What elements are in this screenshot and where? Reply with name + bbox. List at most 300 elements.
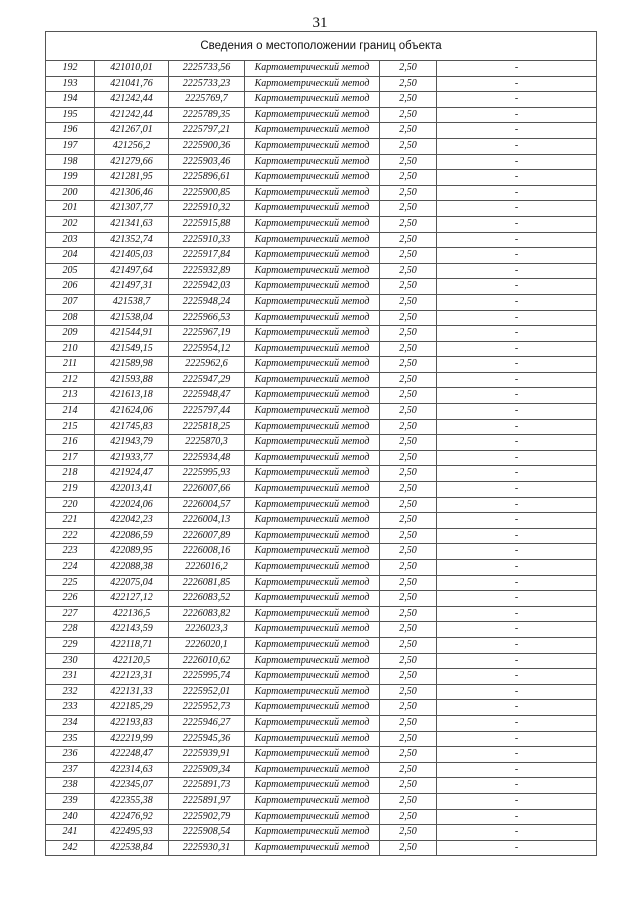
x-coordinate-cell: 422136,5 — [95, 606, 169, 622]
description-cell: - — [437, 404, 597, 420]
y-coordinate-cell: 2225934,48 — [169, 450, 245, 466]
description-cell: - — [437, 232, 597, 248]
x-coordinate-cell: 421279,66 — [95, 154, 169, 170]
accuracy-cell: 2,50 — [380, 216, 437, 232]
table-row — [46, 809, 597, 825]
point-number-cell: 211 — [46, 357, 95, 373]
accuracy-cell: 2,50 — [380, 747, 437, 763]
point-number-cell: 202 — [46, 216, 95, 232]
page-number: 31 — [312, 15, 328, 31]
accuracy-cell: 2,50 — [380, 513, 437, 529]
description-cell: - — [437, 700, 597, 716]
method-cell: Картометрический метод — [245, 466, 380, 482]
accuracy-cell: 2,50 — [380, 123, 437, 139]
table-row — [46, 388, 597, 404]
method-cell: Картометрический метод — [245, 388, 380, 404]
method-cell: Картометрический метод — [245, 92, 380, 108]
accuracy-cell: 2,50 — [380, 840, 437, 856]
table-row — [46, 404, 597, 420]
table-row — [46, 372, 597, 388]
description-cell: - — [437, 825, 597, 841]
method-cell: Картометрический метод — [245, 123, 380, 139]
point-number-cell: 219 — [46, 482, 95, 498]
y-coordinate-cell: 2225797,21 — [169, 123, 245, 139]
x-coordinate-cell: 421256,2 — [95, 138, 169, 154]
table-row — [46, 216, 597, 232]
table-row — [46, 606, 597, 622]
table-row — [46, 778, 597, 794]
description-cell: - — [437, 92, 597, 108]
point-number-cell: 208 — [46, 310, 95, 326]
y-coordinate-cell: 2226010,62 — [169, 653, 245, 669]
method-cell: Картометрический метод — [245, 606, 380, 622]
description-cell: - — [437, 669, 597, 685]
accuracy-cell: 2,50 — [380, 294, 437, 310]
method-cell: Картометрический метод — [245, 138, 380, 154]
y-coordinate-cell: 2225952,01 — [169, 684, 245, 700]
description-cell: - — [437, 279, 597, 295]
accuracy-cell: 2,50 — [380, 404, 437, 420]
x-coordinate-cell: 422314,63 — [95, 762, 169, 778]
point-number-cell: 214 — [46, 404, 95, 420]
x-coordinate-cell: 421538,7 — [95, 294, 169, 310]
point-number-cell: 239 — [46, 793, 95, 809]
method-cell: Картометрический метод — [245, 326, 380, 342]
y-coordinate-cell: 2225870,3 — [169, 435, 245, 451]
accuracy-cell: 2,50 — [380, 326, 437, 342]
x-coordinate-cell: 422123,31 — [95, 669, 169, 685]
method-cell: Картометрический метод — [245, 560, 380, 576]
x-coordinate-cell: 421497,64 — [95, 263, 169, 279]
table-row — [46, 482, 597, 498]
table-row — [46, 138, 597, 154]
table-row — [46, 232, 597, 248]
description-cell: - — [437, 435, 597, 451]
y-coordinate-cell: 2226081,85 — [169, 575, 245, 591]
table-row — [46, 450, 597, 466]
table-row — [46, 731, 597, 747]
y-coordinate-cell: 2226020,1 — [169, 637, 245, 653]
table-row — [46, 528, 597, 544]
table-row — [46, 419, 597, 435]
method-cell: Картометрический метод — [245, 435, 380, 451]
table-title-row — [46, 32, 597, 61]
table-row — [46, 684, 597, 700]
y-coordinate-cell: 2225942,03 — [169, 279, 245, 295]
accuracy-cell: 2,50 — [380, 279, 437, 295]
description-cell: - — [437, 513, 597, 529]
y-coordinate-cell: 2226004,57 — [169, 497, 245, 513]
x-coordinate-cell: 422495,93 — [95, 825, 169, 841]
y-coordinate-cell: 2225910,33 — [169, 232, 245, 248]
point-number-cell: 235 — [46, 731, 95, 747]
accuracy-cell: 2,50 — [380, 419, 437, 435]
accuracy-cell: 2,50 — [380, 185, 437, 201]
table-row — [46, 825, 597, 841]
x-coordinate-cell: 422185,29 — [95, 700, 169, 716]
y-coordinate-cell: 2225891,73 — [169, 778, 245, 794]
x-coordinate-cell: 421943,79 — [95, 435, 169, 451]
x-coordinate-cell: 421549,15 — [95, 341, 169, 357]
y-coordinate-cell: 2225995,93 — [169, 466, 245, 482]
description-cell: - — [437, 482, 597, 498]
x-coordinate-cell: 422476,92 — [95, 809, 169, 825]
point-number-cell: 221 — [46, 513, 95, 529]
point-number-cell: 193 — [46, 76, 95, 92]
method-cell: Картометрический метод — [245, 684, 380, 700]
description-cell: - — [437, 591, 597, 607]
description-cell: - — [437, 778, 597, 794]
point-number-cell: 220 — [46, 497, 95, 513]
method-cell: Картометрический метод — [245, 840, 380, 856]
description-cell: - — [437, 216, 597, 232]
x-coordinate-cell: 421405,03 — [95, 248, 169, 264]
accuracy-cell: 2,50 — [380, 435, 437, 451]
x-coordinate-cell: 422086,59 — [95, 528, 169, 544]
method-cell: Картометрический метод — [245, 544, 380, 560]
description-cell: - — [437, 684, 597, 700]
y-coordinate-cell: 2225733,23 — [169, 76, 245, 92]
table-row — [46, 637, 597, 653]
accuracy-cell: 2,50 — [380, 232, 437, 248]
y-coordinate-cell: 2225903,46 — [169, 154, 245, 170]
y-coordinate-cell: 2226007,89 — [169, 528, 245, 544]
accuracy-cell: 2,50 — [380, 92, 437, 108]
method-cell: Картометрический метод — [245, 232, 380, 248]
accuracy-cell: 2,50 — [380, 248, 437, 264]
point-number-cell: 195 — [46, 107, 95, 123]
y-coordinate-cell: 2225995,74 — [169, 669, 245, 685]
point-number-cell: 222 — [46, 528, 95, 544]
accuracy-cell: 2,50 — [380, 606, 437, 622]
x-coordinate-cell: 422120,5 — [95, 653, 169, 669]
accuracy-cell: 2,50 — [380, 528, 437, 544]
table-row — [46, 310, 597, 326]
description-cell: - — [437, 76, 597, 92]
point-number-cell: 206 — [46, 279, 95, 295]
point-number-cell: 196 — [46, 123, 95, 139]
x-coordinate-cell: 421242,44 — [95, 107, 169, 123]
x-coordinate-cell: 421544,91 — [95, 326, 169, 342]
x-coordinate-cell: 421589,98 — [95, 357, 169, 373]
accuracy-cell: 2,50 — [380, 778, 437, 794]
accuracy-cell: 2,50 — [380, 731, 437, 747]
x-coordinate-cell: 421624,06 — [95, 404, 169, 420]
table-row — [46, 61, 597, 77]
y-coordinate-cell: 2226083,82 — [169, 606, 245, 622]
method-cell: Картометрический метод — [245, 185, 380, 201]
method-cell: Картометрический метод — [245, 263, 380, 279]
description-cell: - — [437, 762, 597, 778]
table-row — [46, 762, 597, 778]
boundary-coordinates-table — [45, 31, 597, 856]
x-coordinate-cell: 422042,23 — [95, 513, 169, 529]
point-number-cell: 231 — [46, 669, 95, 685]
x-coordinate-cell: 421613,18 — [95, 388, 169, 404]
accuracy-cell: 2,50 — [380, 591, 437, 607]
y-coordinate-cell: 2225896,61 — [169, 170, 245, 186]
description-cell: - — [437, 715, 597, 731]
y-coordinate-cell: 2226023,3 — [169, 622, 245, 638]
description-cell: - — [437, 154, 597, 170]
description-cell: - — [437, 747, 597, 763]
description-cell: - — [437, 341, 597, 357]
description-cell: - — [437, 372, 597, 388]
y-coordinate-cell: 2226016,2 — [169, 560, 245, 576]
accuracy-cell: 2,50 — [380, 715, 437, 731]
description-cell: - — [437, 840, 597, 856]
point-number-cell: 225 — [46, 575, 95, 591]
y-coordinate-cell: 2225947,29 — [169, 372, 245, 388]
description-cell: - — [437, 138, 597, 154]
method-cell: Картометрический метод — [245, 575, 380, 591]
y-coordinate-cell: 2226007,66 — [169, 482, 245, 498]
point-number-cell: 238 — [46, 778, 95, 794]
table-row — [46, 279, 597, 295]
method-cell: Картометрический метод — [245, 216, 380, 232]
table-row — [46, 622, 597, 638]
point-number-cell: 209 — [46, 326, 95, 342]
x-coordinate-cell: 421745,83 — [95, 419, 169, 435]
point-number-cell: 212 — [46, 372, 95, 388]
method-cell: Картометрический метод — [245, 341, 380, 357]
accuracy-cell: 2,50 — [380, 653, 437, 669]
x-coordinate-cell: 422248,47 — [95, 747, 169, 763]
point-number-cell: 242 — [46, 840, 95, 856]
y-coordinate-cell: 2225962,6 — [169, 357, 245, 373]
table-row — [46, 92, 597, 108]
point-number-cell: 216 — [46, 435, 95, 451]
method-cell: Картометрический метод — [245, 653, 380, 669]
accuracy-cell: 2,50 — [380, 622, 437, 638]
x-coordinate-cell: 421341,63 — [95, 216, 169, 232]
method-cell: Картометрический метод — [245, 778, 380, 794]
description-cell: - — [437, 170, 597, 186]
table-row — [46, 513, 597, 529]
table-row — [46, 715, 597, 731]
table-row — [46, 840, 597, 856]
accuracy-cell: 2,50 — [380, 560, 437, 576]
method-cell: Картометрический метод — [245, 700, 380, 716]
description-cell: - — [437, 528, 597, 544]
x-coordinate-cell: 421267,01 — [95, 123, 169, 139]
x-coordinate-cell: 422538,84 — [95, 840, 169, 856]
method-cell: Картометрический метод — [245, 793, 380, 809]
method-cell: Картометрический метод — [245, 762, 380, 778]
accuracy-cell: 2,50 — [380, 544, 437, 560]
table-row — [46, 248, 597, 264]
x-coordinate-cell: 422345,07 — [95, 778, 169, 794]
description-cell: - — [437, 201, 597, 217]
description-cell: - — [437, 294, 597, 310]
point-number-cell: 210 — [46, 341, 95, 357]
method-cell: Картометрический метод — [245, 747, 380, 763]
method-cell: Картометрический метод — [245, 482, 380, 498]
table-row — [46, 185, 597, 201]
point-number-cell: 230 — [46, 653, 95, 669]
description-cell: - — [437, 575, 597, 591]
x-coordinate-cell: 421010,01 — [95, 61, 169, 77]
method-cell: Картометрический метод — [245, 528, 380, 544]
x-coordinate-cell: 422118,71 — [95, 637, 169, 653]
table-row — [46, 170, 597, 186]
table-row — [46, 653, 597, 669]
x-coordinate-cell: 421352,74 — [95, 232, 169, 248]
y-coordinate-cell: 2225797,44 — [169, 404, 245, 420]
description-cell: - — [437, 560, 597, 576]
x-coordinate-cell: 421933,77 — [95, 450, 169, 466]
point-number-cell: 198 — [46, 154, 95, 170]
accuracy-cell: 2,50 — [380, 263, 437, 279]
x-coordinate-cell: 421307,77 — [95, 201, 169, 217]
x-coordinate-cell: 421281,95 — [95, 170, 169, 186]
point-number-cell: 237 — [46, 762, 95, 778]
x-coordinate-cell: 421593,88 — [95, 372, 169, 388]
method-cell: Картометрический метод — [245, 622, 380, 638]
point-number-cell: 229 — [46, 637, 95, 653]
y-coordinate-cell: 2225948,47 — [169, 388, 245, 404]
accuracy-cell: 2,50 — [380, 466, 437, 482]
accuracy-cell: 2,50 — [380, 450, 437, 466]
table-row — [46, 435, 597, 451]
point-number-cell: 199 — [46, 170, 95, 186]
y-coordinate-cell: 2225917,84 — [169, 248, 245, 264]
table-row — [46, 700, 597, 716]
table-row — [46, 326, 597, 342]
point-number-cell: 226 — [46, 591, 95, 607]
point-number-cell: 227 — [46, 606, 95, 622]
accuracy-cell: 2,50 — [380, 809, 437, 825]
accuracy-cell: 2,50 — [380, 310, 437, 326]
y-coordinate-cell: 2225909,34 — [169, 762, 245, 778]
method-cell: Картометрический метод — [245, 357, 380, 373]
accuracy-cell: 2,50 — [380, 762, 437, 778]
method-cell: Картометрический метод — [245, 294, 380, 310]
accuracy-cell: 2,50 — [380, 107, 437, 123]
x-coordinate-cell: 422075,04 — [95, 575, 169, 591]
method-cell: Картометрический метод — [245, 170, 380, 186]
table-row — [46, 591, 597, 607]
y-coordinate-cell: 2225945,36 — [169, 731, 245, 747]
point-number-cell: 200 — [46, 185, 95, 201]
y-coordinate-cell: 2225891,97 — [169, 793, 245, 809]
description-cell: - — [437, 185, 597, 201]
y-coordinate-cell: 2225733,56 — [169, 61, 245, 77]
method-cell: Картометрический метод — [245, 497, 380, 513]
accuracy-cell: 2,50 — [380, 341, 437, 357]
x-coordinate-cell: 421924,47 — [95, 466, 169, 482]
description-cell: - — [437, 61, 597, 77]
y-coordinate-cell: 2225939,91 — [169, 747, 245, 763]
accuracy-cell: 2,50 — [380, 497, 437, 513]
description-cell: - — [437, 326, 597, 342]
point-number-cell: 236 — [46, 747, 95, 763]
method-cell: Картометрический метод — [245, 154, 380, 170]
table-row — [46, 123, 597, 139]
description-cell: - — [437, 388, 597, 404]
description-cell: - — [437, 653, 597, 669]
y-coordinate-cell: 2225930,31 — [169, 840, 245, 856]
accuracy-cell: 2,50 — [380, 482, 437, 498]
x-coordinate-cell: 421306,46 — [95, 185, 169, 201]
accuracy-cell: 2,50 — [380, 154, 437, 170]
method-cell: Картометрический метод — [245, 279, 380, 295]
y-coordinate-cell: 2225900,85 — [169, 185, 245, 201]
accuracy-cell: 2,50 — [380, 793, 437, 809]
method-cell: Картометрический метод — [245, 825, 380, 841]
description-cell: - — [437, 123, 597, 139]
y-coordinate-cell: 2225915,88 — [169, 216, 245, 232]
y-coordinate-cell: 2225932,89 — [169, 263, 245, 279]
method-cell: Картометрический метод — [245, 637, 380, 653]
point-number-cell: 234 — [46, 715, 95, 731]
point-number-cell: 233 — [46, 700, 95, 716]
table-row — [46, 669, 597, 685]
accuracy-cell: 2,50 — [380, 372, 437, 388]
y-coordinate-cell: 2225954,12 — [169, 341, 245, 357]
description-cell: - — [437, 622, 597, 638]
accuracy-cell: 2,50 — [380, 201, 437, 217]
point-number-cell: 197 — [46, 138, 95, 154]
method-cell: Картометрический метод — [245, 61, 380, 77]
x-coordinate-cell: 421041,76 — [95, 76, 169, 92]
x-coordinate-cell: 422013,41 — [95, 482, 169, 498]
x-coordinate-cell: 422088,38 — [95, 560, 169, 576]
x-coordinate-cell: 421538,04 — [95, 310, 169, 326]
point-number-cell: 232 — [46, 684, 95, 700]
accuracy-cell: 2,50 — [380, 669, 437, 685]
method-cell: Картометрический метод — [245, 731, 380, 747]
y-coordinate-cell: 2226083,52 — [169, 591, 245, 607]
y-coordinate-cell: 2225948,24 — [169, 294, 245, 310]
y-coordinate-cell: 2225967,19 — [169, 326, 245, 342]
method-cell: Картометрический метод — [245, 248, 380, 264]
description-cell: - — [437, 544, 597, 560]
method-cell: Картометрический метод — [245, 669, 380, 685]
method-cell: Картометрический метод — [245, 310, 380, 326]
point-number-cell: 228 — [46, 622, 95, 638]
table-row — [46, 747, 597, 763]
point-number-cell: 215 — [46, 419, 95, 435]
method-cell: Картометрический метод — [245, 201, 380, 217]
accuracy-cell: 2,50 — [380, 575, 437, 591]
y-coordinate-cell: 2225789,35 — [169, 107, 245, 123]
method-cell: Картометрический метод — [245, 513, 380, 529]
table-row — [46, 357, 597, 373]
x-coordinate-cell: 421497,31 — [95, 279, 169, 295]
point-number-cell: 192 — [46, 61, 95, 77]
point-number-cell: 205 — [46, 263, 95, 279]
accuracy-cell: 2,50 — [380, 388, 437, 404]
x-coordinate-cell: 422127,12 — [95, 591, 169, 607]
table-row — [46, 544, 597, 560]
table-row — [46, 466, 597, 482]
method-cell: Картометрический метод — [245, 76, 380, 92]
accuracy-cell: 2,50 — [380, 138, 437, 154]
method-cell: Картометрический метод — [245, 419, 380, 435]
x-coordinate-cell: 422024,06 — [95, 497, 169, 513]
point-number-cell: 207 — [46, 294, 95, 310]
table-row — [46, 575, 597, 591]
table-row — [46, 341, 597, 357]
table-row — [46, 76, 597, 92]
accuracy-cell: 2,50 — [380, 357, 437, 373]
y-coordinate-cell: 2225902,79 — [169, 809, 245, 825]
y-coordinate-cell: 2226008,16 — [169, 544, 245, 560]
point-number-cell: 218 — [46, 466, 95, 482]
x-coordinate-cell: 422089,95 — [95, 544, 169, 560]
x-coordinate-cell: 422131,33 — [95, 684, 169, 700]
